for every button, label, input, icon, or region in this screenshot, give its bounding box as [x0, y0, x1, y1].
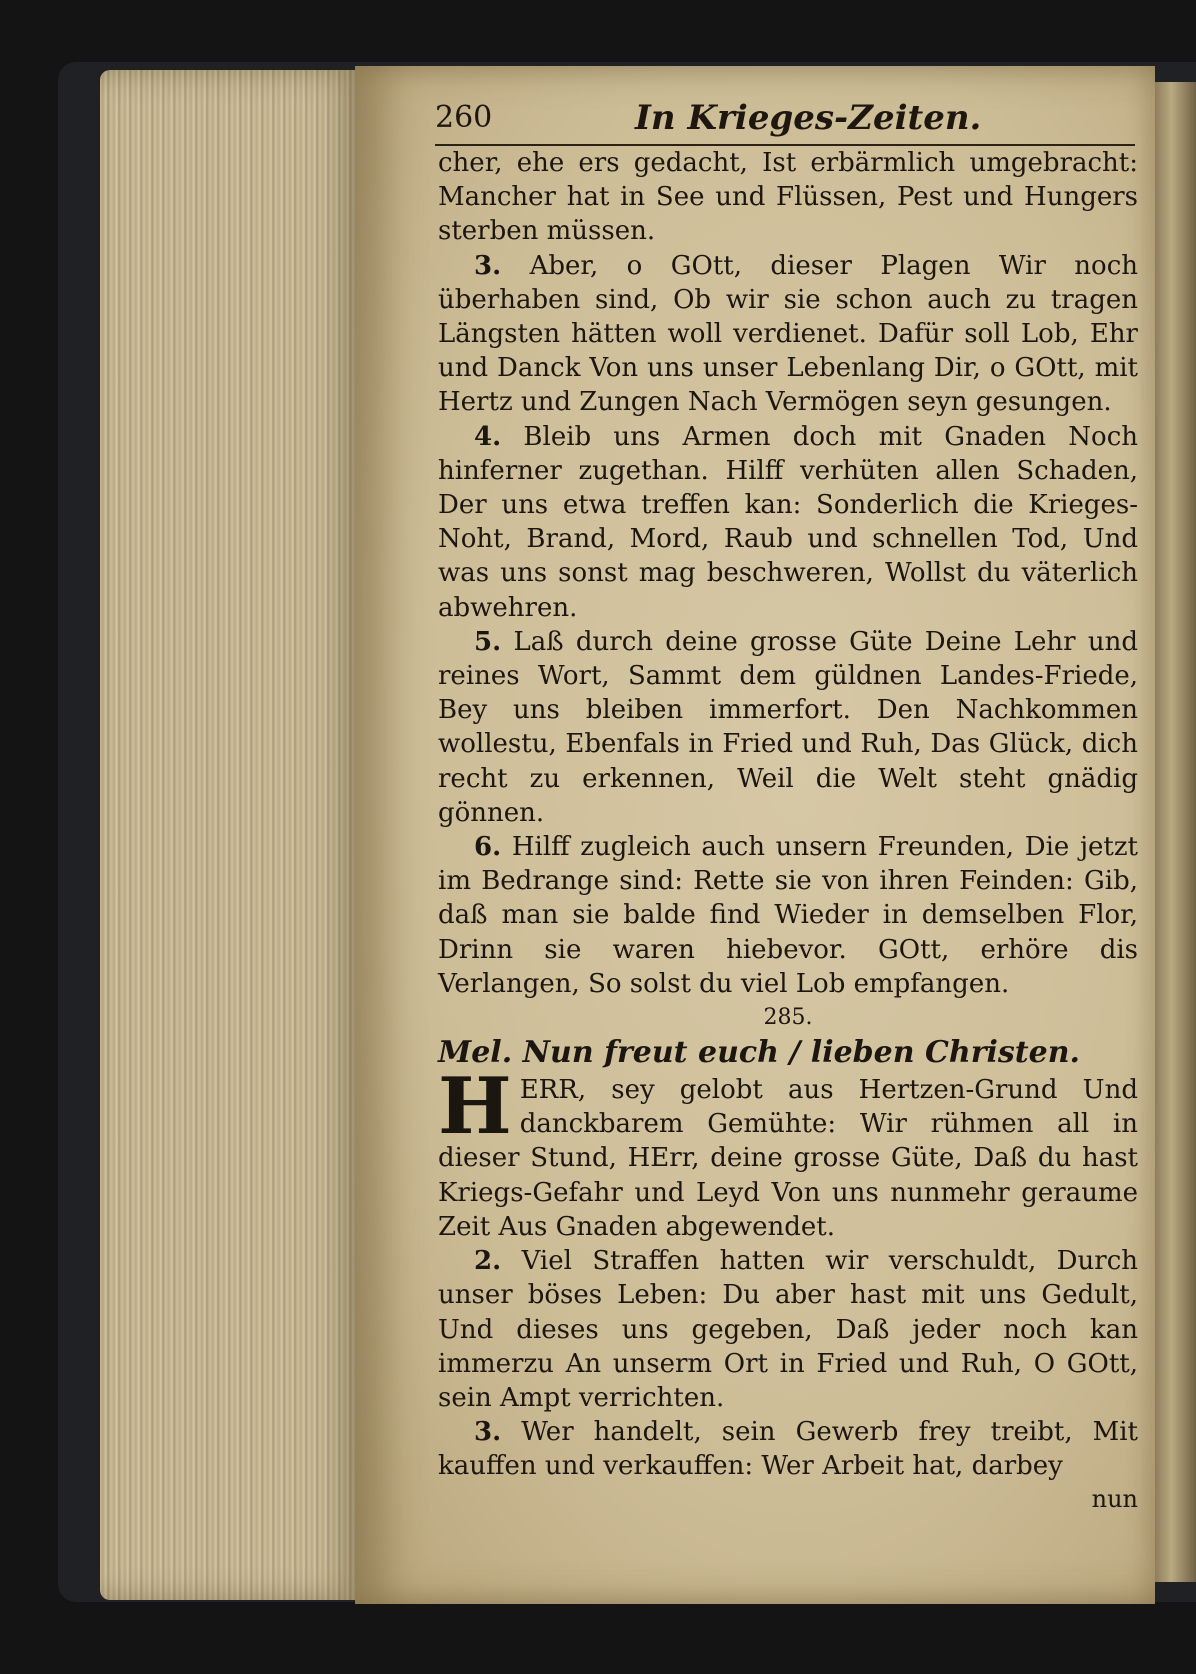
verse	[438, 420, 1138, 625]
catchword: nun	[1091, 1484, 1138, 1513]
page-number: 260	[435, 100, 493, 135]
verse-number: 6.	[474, 832, 502, 863]
verse-text: Bleib uns Armen doch mit Gnaden Noch hinferner zugethan. Hilff verhüten allen Schaden, Der uns etwa treffen kan: Sonderlich die Krieges-Noht, Brand, Mord, Raub und schnellen Tod, Und was uns sonst mag beschweren, Wollst du väterlich abwehren.	[438, 421, 1139, 623]
verse	[438, 830, 1138, 1001]
verse-continuation	[438, 146, 1138, 249]
text-block	[438, 146, 1138, 1514]
verse-text: Laß durch deine grosse Güte Deine Lehr und reines Wort, Sammt dem güldnen Landes-Friede, Bey uns bleiben immerfort. Den Nachkommen wollestu, Ebenfals in Fried und Ruh, Das Glück, dich recht zu erkennen, Weil die Welt steht gnädig gönnen.	[438, 626, 1139, 828]
page-edges	[100, 70, 362, 1600]
verse-number: 3.	[474, 250, 502, 281]
hymn-number: 285.	[763, 1005, 813, 1031]
hymn-melody: Mel. Nun freut euch / lieben Christen.	[438, 1035, 1080, 1071]
verse-text: Wer handelt, sein Gewerb frey treibt, Mit kauffen und verkauffen: Wer Arbeit hat, darbey	[438, 1417, 1139, 1482]
verse	[438, 1415, 1138, 1483]
verse-text: Viel Straffen hatten wir verschuldt, Durch unser böses Leben: Du aber hast mit uns Gedult, Und dieses uns gegeben, Daß jeder noch kan immerzu An unserm Ort in Fried und Ruh, O GOtt, sein Ampt verrichten.	[438, 1246, 1139, 1413]
verse-number: 2.	[474, 1246, 502, 1277]
verse-text: cher, ehe ers gedacht, Ist erbärmlich umgebracht: Mancher hat in See und Flüssen, Pest und Hungers sterben müssen.	[438, 148, 1138, 247]
drop-cap: H	[438, 1061, 512, 1153]
verse-text: ERR, sey gelobt aus Hertzen-Grund Und danckbarem Gemühte: Wir rühmen all in dieser Stund, HErr, deine grosse Güte, Daß du hast Kriegs-Gefahr und Leyd Von uns nunmehr geraume Zeit Aus Gnaden abgewendet.	[438, 1075, 1138, 1242]
verse-number: 3.	[474, 1417, 502, 1448]
page-right-edge	[1155, 82, 1196, 1582]
hymn-first-verse	[438, 1061, 1138, 1244]
running-head: In Krieges-Zeiten.	[635, 98, 982, 138]
verse-number: 4.	[474, 421, 502, 452]
verse	[438, 1244, 1138, 1415]
verse	[438, 625, 1138, 830]
page-header	[435, 100, 1135, 146]
verse-number: 5.	[474, 626, 502, 657]
verse	[438, 249, 1138, 420]
verse-text: Hilff zugleich auch unsern Freunden, Die jetzt im Bedrange sind: Rette sie von ihren Feinden: Gib, daß man sie balde find Wieder in demselben Flor, Drinn sie waren hiebevor. GOtt, erhöre dis Verlangen, So solst du viel Lob empfangen.	[438, 832, 1139, 999]
verse-text: Aber, o GOtt, dieser Plagen Wir noch überhaben sind, Ob wir sie schon auch zu tragen Längsten hätten woll verdienet. Dafür soll Lob, Ehr und Danck Von uns unser Lebenlang Dir, o GOtt, mit Hertz und Zungen Nach Vermögen seyn gesungen.	[438, 250, 1139, 418]
